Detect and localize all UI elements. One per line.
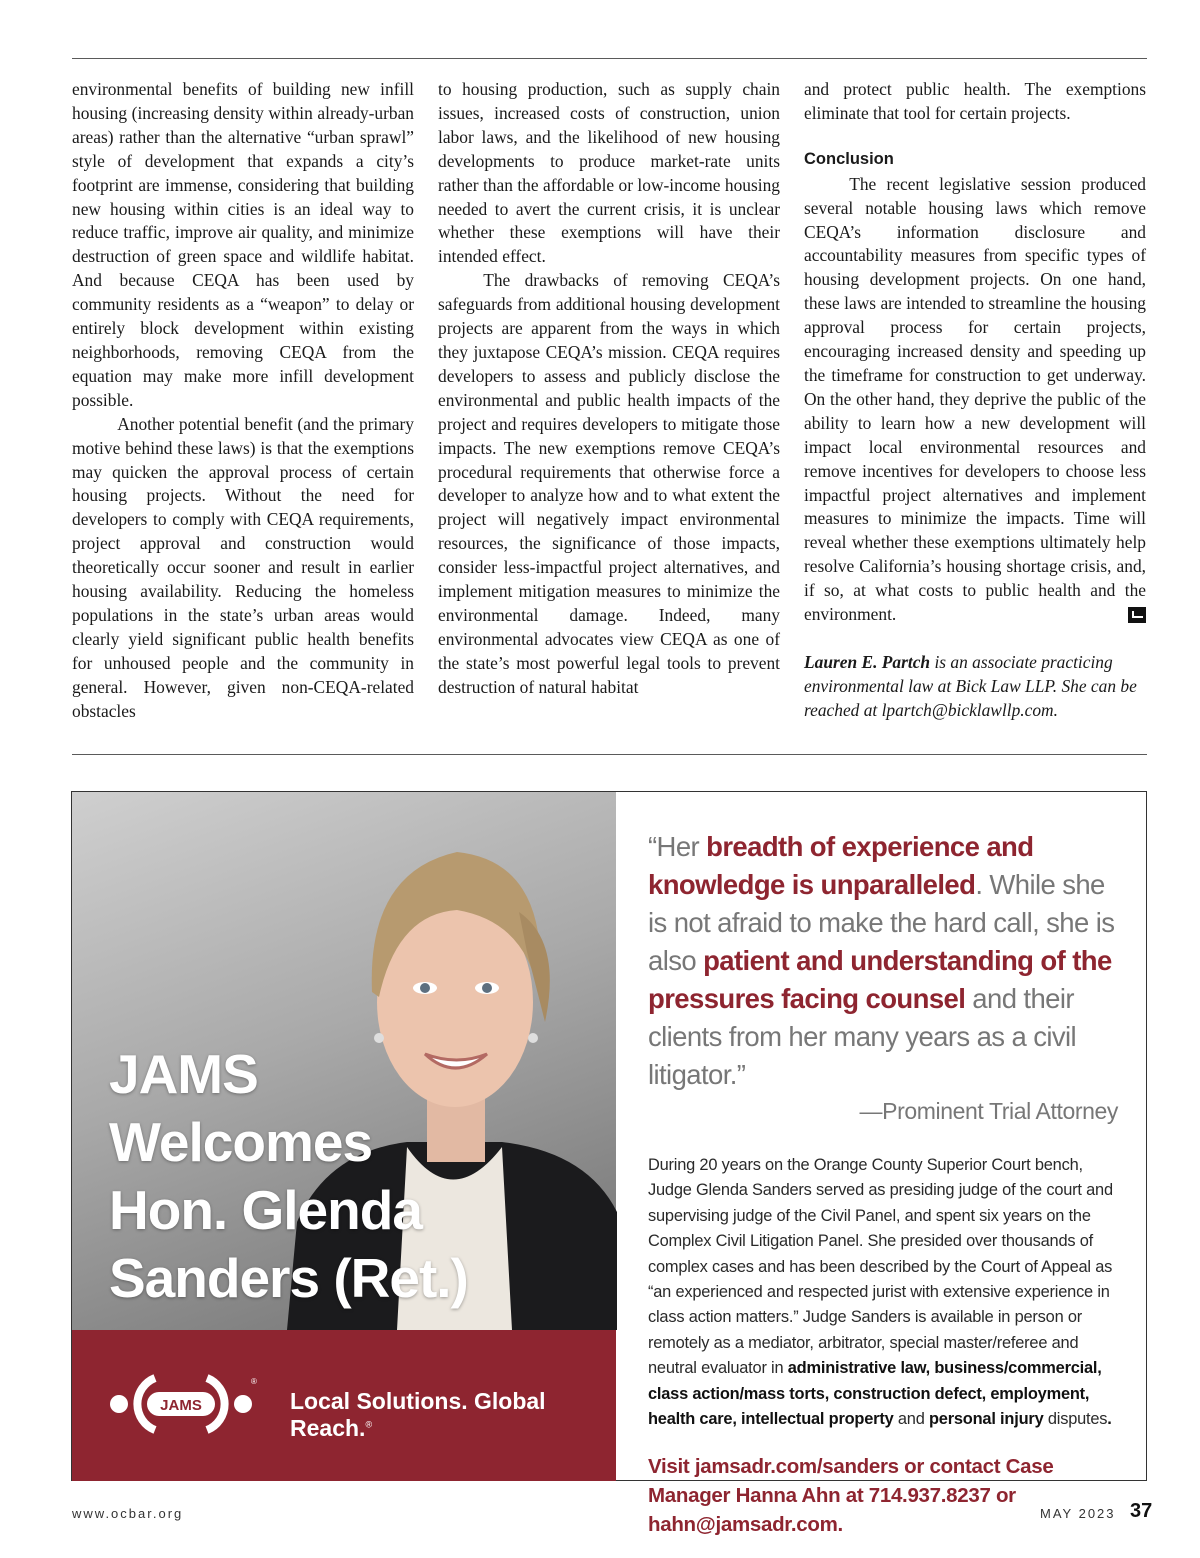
testimonial-quote: [648, 828, 1118, 1094]
judge-photo: [72, 792, 616, 1330]
paragraph: The drawbacks of removing CEQA’s safeguards from additional housing development projects are apparent from the ways in which they juxtapose CEQA’s mission. CEQA requires developers to assess and publicly disclose the environmental and public health impacts of the project and requires developers to mitigate those impacts. The new exemptions remove CEQA’s procedural requirements that otherwise force a developer to analyze how and to what extent the project will negatively impact environmental resources, the significance of those impacts, consider less-impactful project alternatives, and implement mitigation measures to minimize the environmental damage. Indeed, many environmental advocates view CEQA as one of the state’s most powerful legal tools to prevent destruction of natural habitat: [438, 270, 780, 697]
page-number: 37: [1130, 1500, 1153, 1522]
logo-text: JAMS: [160, 1397, 202, 1414]
quote-highlight: patient and understanding of the pressures facing counsel: [648, 945, 1112, 1014]
paragraph: to housing production, such as supply chain issues, increased costs of construction, union labor laws, and the likelihood of new housing developments to produce market-rate units rather than the affordable or low-income housing needed to avert the current crisis, it is unclear whether these exemptions will have their intended effect.: [438, 79, 780, 267]
author-name: Lauren E. Partch: [804, 651, 931, 672]
logo-registered-mark: ®: [251, 1377, 257, 1386]
body-bold: personal injury: [928, 1410, 1044, 1429]
ad-headline: [109, 1040, 468, 1312]
footer-issue-date: MAY 2023: [1040, 1506, 1116, 1521]
call-to-action: Visit jamsadr.com/sanders or contact Case Manager Hanna Ahn at 714.937.8237 or hahn@jamsadr.com.: [648, 1455, 1054, 1537]
tagline: [290, 1388, 616, 1442]
paragraph: and protect public health. The exemptions eliminate that tool for certain projects.: [804, 79, 1146, 123]
body-bold: administrative law, business/commercial, class action/mass torts, construction defect, employment, health care, intellectual property: [648, 1359, 1102, 1429]
headline-line: JAMS: [109, 1043, 258, 1105]
ad-top-rule: [72, 754, 1147, 755]
article-column-2: [438, 78, 780, 700]
author-description: is an associate practicing environmental law at Bick Law LLP. She can be reached at lpartch@bicklawllp.com.: [804, 651, 1137, 720]
paragraph: Another potential benefit (and the primary motive behind these laws) is that the exemptions may quicken the approval process of certain housing projects. Without the need for developers to comply with CEQA requirements, project approval and construction would theoretically occur sooner and result in earlier housing availability. Reducing the homeless populations in the state’s urban areas would clearly yield significant public health benefits for unhoused people and the community in general. However, given non-CEQA-related obstacles: [72, 413, 414, 721]
headline-line: Sanders (Ret.): [109, 1247, 468, 1309]
quote-attribution: —Prominent Trial Attorney: [859, 1098, 1118, 1124]
article-column-3: [804, 78, 1146, 723]
paragraph: [804, 173, 1146, 627]
author-bio: [804, 651, 1146, 723]
end-of-article-icon: [1128, 607, 1146, 623]
ad-text-panel: [648, 828, 1118, 1539]
headline-line: Welcomes: [109, 1111, 373, 1173]
body-text: disputes: [1043, 1410, 1108, 1429]
body-text: During 20 years on the Orange County Superior Court bench, Judge Glenda Sanders served as presiding judge of the court and supervising judge of the Civil Panel, and spent six years on the Complex Civil Litigation Panel. She presided over thousands of complex cases and has been described by the Court of Appeal as “an experienced and respected jurist with extensive experience in class action matters.” Judge Sanders is available in person or remotely as a mediator, arbitrator, special master/referee and neutral evaluator in: [648, 1156, 1113, 1378]
jams-logo: [107, 1372, 257, 1436]
body-bold: .: [1107, 1410, 1112, 1429]
quote-text: and their clients from her many years as a civil litigator.”: [648, 983, 1077, 1090]
article-column-1: [72, 78, 414, 723]
tagline-registered-mark: ®: [365, 1419, 373, 1430]
headline-line: Hon. Glenda: [109, 1179, 422, 1241]
tagline-text: Local Solutions. Global Reach.: [290, 1388, 546, 1441]
footer-website: www.ocbar.org: [72, 1506, 184, 1521]
ad-body: [648, 1153, 1118, 1432]
quote-text: “Her: [648, 831, 707, 862]
quote-highlight: breadth of experience and knowledge is unparalleled: [648, 831, 1034, 900]
top-rule: [72, 58, 1147, 59]
section-heading: Conclusion: [804, 149, 894, 168]
conclusion-text: The recent legislative session produced several notable housing laws which remove CEQA’s information disclosure and accountability measures from specific types of housing development projects. On one hand, these laws are intended to streamline the housing approval process for certain projects, encouraging increased density and speeding up the timeframe for construction to get underway. On the other hand, they deprive the public of the ability to learn how a new development will impact local environmental resources and remove incentives for developers to choose less impactful project alternatives and implement measures to minimize the impacts. Time will reveal whether these exemptions ultimately help resolve California’s housing shortage crisis, and, if so, at what costs to public health and the environment.: [804, 173, 1146, 625]
body-text: and: [893, 1410, 929, 1429]
paragraph: environmental benefits of building new infill housing (increasing density within already-urban areas) rather than the alternative “urban sprawl” style of development that expands a city’s footprint are immense, considering that building new housing within cities is an ideal way to reduce traffic, improve air quality, and minimize destruction of green space and wildlife habitat. And because CEQA has been used by community residents as a “weapon” to delay or entirely block development within existing neighborhoods, removing CEQA from the equation may make more infill development possible.: [72, 79, 414, 410]
brand-band: [72, 1330, 616, 1481]
quote-text: . While she is not afraid to make the hard call, she is also: [648, 869, 1115, 976]
